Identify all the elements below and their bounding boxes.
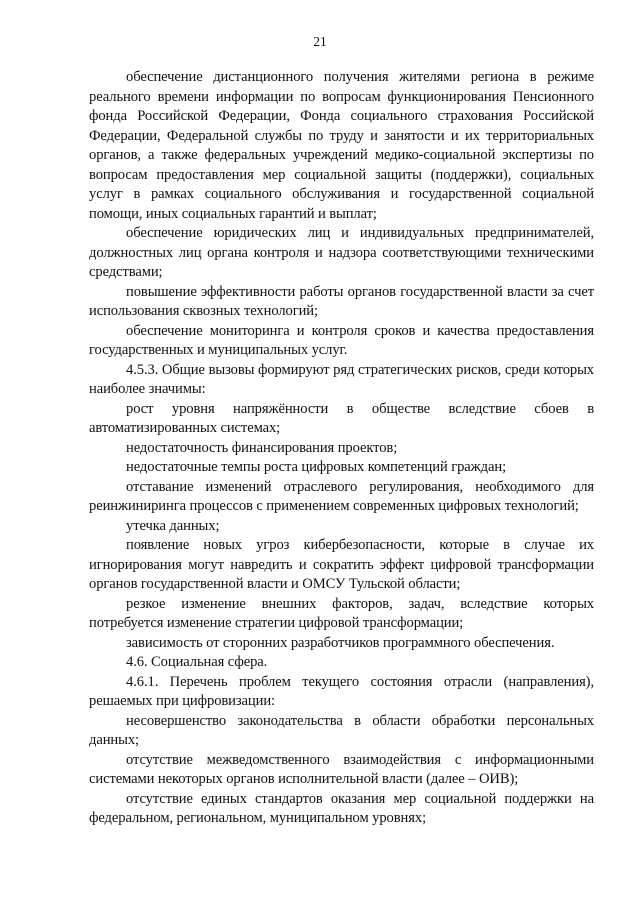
paragraph: отставание изменений отраслевого регулирования, необходимого для реинжиниринга процессов с применением современных цифровых технологий; — [89, 478, 594, 514]
paragraph: обеспечение дистанционного получения жителями региона в режиме реального времени информации по вопросам функционирования Пенсионного фонда Российской Федерации, Фонда социального страхования Российской Федерации, Федеральной службы по труду и занятости и их территориальных органов, а также федеральных учреждений медико-социальной экспертизы по вопросам предоставления мер социальной защиты (поддержки), социальных услуг в рамках социального обслуживания и государственной социальной помощи, иных социальных гарантий и выплат; — [89, 69, 594, 222]
paragraph: недостаточные темпы роста цифровых компетенций граждан; — [126, 459, 507, 475]
paragraph: несовершенство законодательства в области обработки персональных данных; — [89, 712, 594, 748]
paragraph: обеспечение мониторинга и контроля сроков и качества предоставления государственных и муниципальных услуг. — [89, 322, 594, 358]
section-heading: 4.6. Социальная сфера. — [126, 654, 268, 670]
paragraph: отсутствие межведомственного взаимодействия с информационными системами некоторых органов исполнительной власти (далее – ОИВ); — [89, 751, 594, 787]
paragraph: недостаточность финансирования проектов; — [126, 439, 398, 456]
paragraph: рост уровня напряжённости в обществе вследствие сбоев в автоматизированных системах; — [89, 400, 594, 436]
paragraph: повышение эффективности работы органов государственной власти за счет использования сквозных технологий; — [89, 283, 594, 319]
paragraph: 4.6.1. Перечень проблем текущего состояния отрасли (направления), решаемых при цифровизации: — [89, 673, 594, 709]
page-number: 21 — [313, 34, 327, 49]
paragraph: зависимость от сторонних разработчиков программного обеспечения. — [126, 634, 555, 651]
paragraph: отсутствие единых стандартов оказания мер социальной поддержки на федеральном, региональном, муниципальном уровнях; — [89, 790, 594, 826]
paragraph: появление новых угроз кибербезопасности, которые в случае их игнорирования могут навредить и сократить эффект цифровой трансформации органов государственной власти и ОМСУ Тульской области; — [89, 537, 594, 592]
document-body — [89, 68, 594, 829]
paragraph: утечка данных; — [126, 517, 220, 534]
paragraph: обеспечение юридических лиц и индивидуальных предпринимателей, должностных лиц органа контроля и надзора соответствующими техническими средствами; — [89, 225, 594, 280]
paragraph: 4.5.3. Общие вызовы формируют ряд стратегических рисков, среди которых наиболее значимы: — [89, 361, 594, 397]
paragraph: резкое изменение внешних факторов, задач, вследствие которых потребуется изменение стратегии цифровой трансформации; — [89, 595, 594, 631]
